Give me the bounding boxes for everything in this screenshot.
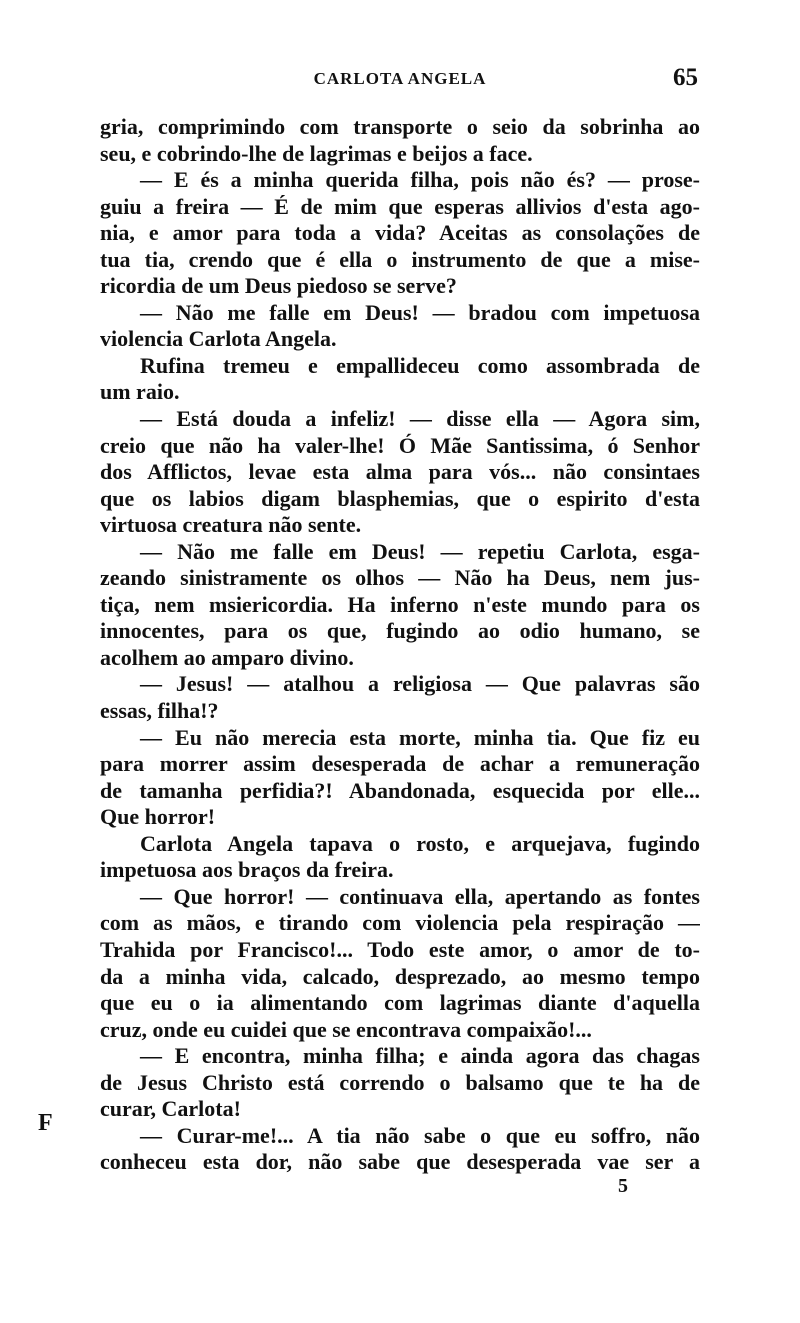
- text-line: seu, e cobrindo-lhe de lagrimas e beijos a face.: [100, 140, 533, 166]
- text-line: impetuosa aos braços da freira.: [100, 857, 394, 883]
- text-line: com as mãos, e tirando com violencia pela respiração —: [100, 910, 700, 936]
- text-line: da a minha vida, calcado, desprezado, ao mesmo tempo: [100, 963, 700, 989]
- text-line: creio que não ha valer-lhe! Ó Mãe Santissima, ó Senhor: [100, 432, 700, 458]
- text-line: um raio.: [100, 379, 180, 405]
- margin-mark: F: [38, 1110, 53, 1136]
- running-title: CARLOTA ANGELA: [313, 69, 487, 88]
- page-header: [100, 64, 700, 94]
- text-line: — Que horror! — continuava ella, apertando as fontes: [140, 883, 700, 909]
- text-line: — Jesus! — atalhou a religiosa — Que palavras são: [140, 671, 700, 697]
- text-line: conheceu esta dor, não sabe que desesperada vae ser a: [100, 1149, 700, 1175]
- text-line: de tamanha perfidia?! Abandonada, esquecida por elle...: [100, 777, 700, 803]
- text-line: — E és a minha querida filha, pois não és? — prose-: [140, 167, 700, 193]
- text-line: — E encontra, minha filha; e ainda agora das chagas: [140, 1043, 700, 1069]
- text-line: que eu o ia alimentando com lagrimas diante d'aquella: [100, 990, 700, 1016]
- text-line: de Jesus Christo está correndo o balsamo que te ha de: [100, 1069, 700, 1095]
- signature-mark: 5: [618, 1175, 628, 1197]
- text-line: Rufina tremeu e empallideceu como assombrada de: [140, 352, 700, 378]
- text-line: gria, comprimindo com transporte o seio da sobrinha ao: [100, 114, 700, 139]
- text-line: zeando sinistramente os olhos — Não ha Deus, nem jus-: [100, 565, 700, 591]
- text-line: dos Afflictos, levae esta alma para vós... não consintaes: [100, 459, 700, 485]
- text-line: ricordia de um Deus piedoso se serve?: [100, 273, 457, 299]
- text-line: tiça, nem msiericordia. Ha inferno n'este mundo para os: [100, 591, 700, 617]
- text-line: Carlota Angela tapava o rosto, e arquejava, fugindo: [140, 830, 700, 856]
- text-line: — Está douda a infeliz! — disse ella — Agora sim,: [140, 406, 700, 432]
- text-line: curar, Carlota!: [100, 1096, 241, 1122]
- text-line: Trahida por Francisco!... Todo este amor, o amor de to-: [100, 936, 700, 962]
- text-line: — Não me falle em Deus! — repetiu Carlota, esga-: [140, 538, 700, 564]
- text-line: violencia Carlota Angela.: [100, 326, 337, 352]
- text-line: — Curar-me!... A tia não sabe o que eu soffro, não: [140, 1122, 700, 1148]
- text-line: — Eu não merecia esta morte, minha tia. Que fiz eu: [140, 724, 700, 750]
- text-line: innocentes, para os que, fugindo ao odio humano, se: [100, 618, 700, 644]
- text-line: nia, e amor para toda a vida? Aceitas as consolações de: [100, 220, 700, 246]
- body-text: [100, 114, 700, 1176]
- text-line: — Não me falle em Deus! — bradou com impetuosa: [140, 299, 700, 325]
- text-line: acolhem ao amparo divino.: [100, 644, 354, 670]
- text-line: cruz, onde eu cuidei que se encontrava compaixão!...: [100, 1016, 592, 1042]
- text-line: que os labios digam blasphemias, que o espirito d'esta: [100, 485, 700, 511]
- text-line: essas, filha!?: [100, 698, 219, 724]
- text-line: tua tia, crendo que é ella o instrumento de que a mise-: [100, 246, 700, 272]
- text-line: Que horror!: [100, 804, 216, 830]
- text-line: virtuosa creatura não sente.: [100, 512, 362, 538]
- text-line: para morrer assim desesperada de achar a remuneração: [100, 751, 700, 777]
- page-number: 65: [673, 64, 698, 91]
- text-line: guiu a freira — É de mim que esperas allivios d'esta ago-: [100, 193, 700, 219]
